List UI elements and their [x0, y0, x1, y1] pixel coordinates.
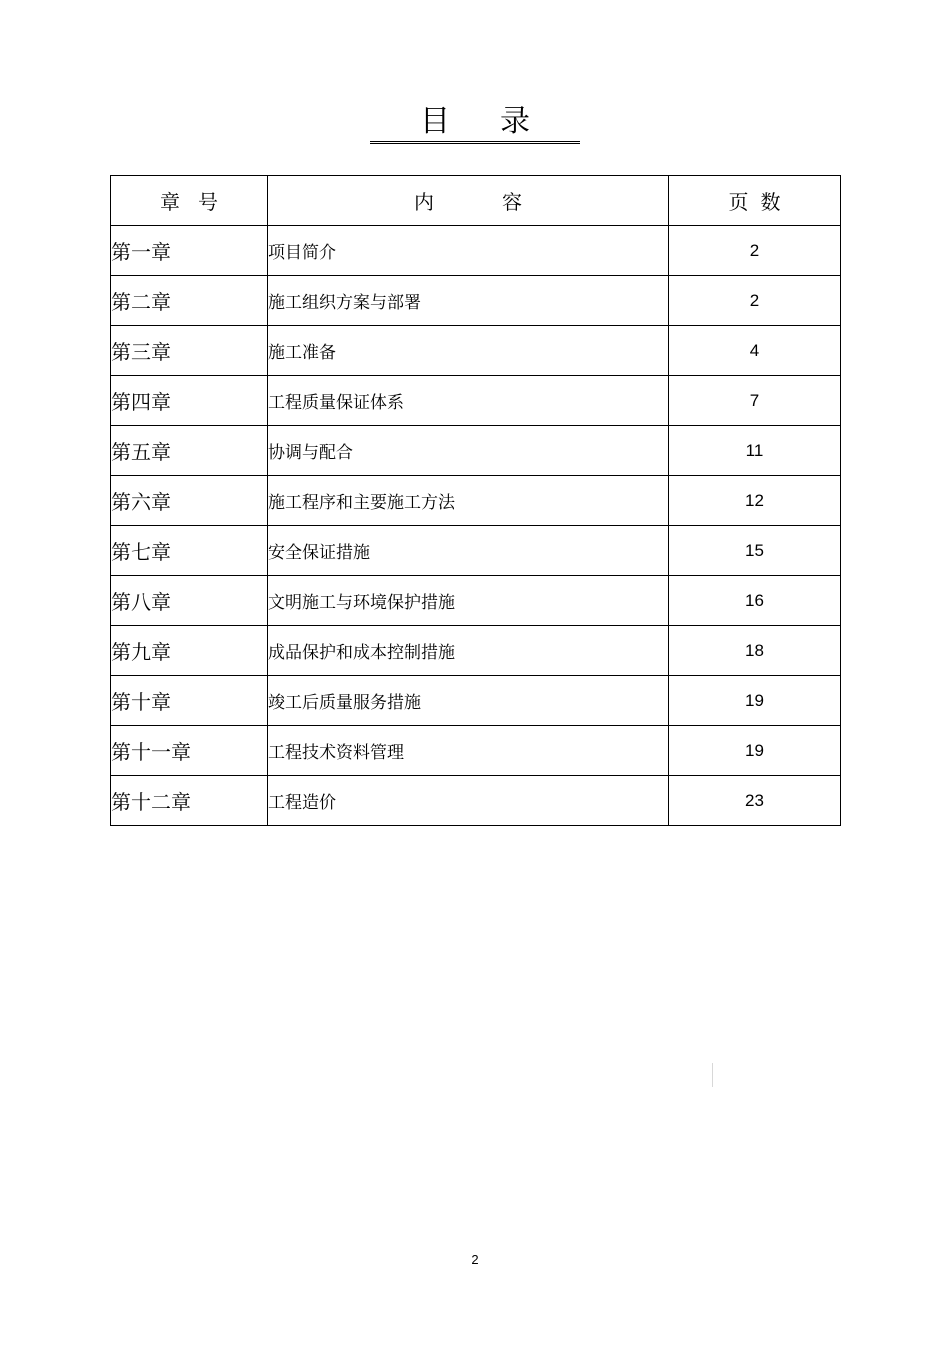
- chapter-cell: 第八章: [111, 576, 268, 626]
- content-cell: 施工准备: [268, 326, 669, 376]
- page-cell: 16: [669, 576, 841, 626]
- content-cell: 工程质量保证体系: [268, 376, 669, 426]
- content-cell: 项目简介: [268, 226, 669, 276]
- chapter-cell: 第十章: [111, 676, 268, 726]
- content-cell: 协调与配合: [268, 426, 669, 476]
- header-chapter: [111, 176, 268, 226]
- table-row: [111, 226, 841, 276]
- header-page: [669, 176, 841, 226]
- header-chapter-label: 章号: [160, 190, 236, 214]
- content-cell: 成品保护和成本控制措施: [268, 626, 669, 676]
- content-cell: 施工组织方案与部署: [268, 276, 669, 326]
- content-cell: 工程技术资料管理: [268, 726, 669, 776]
- table-row: [111, 376, 841, 426]
- content-cell: 竣工后质量服务措施: [268, 676, 669, 726]
- table-of-contents: [110, 175, 841, 826]
- chapter-cell: 第三章: [111, 326, 268, 376]
- header-content: [268, 176, 669, 226]
- page-number: 2: [471, 1252, 479, 1267]
- page-cell: 7: [669, 376, 841, 426]
- table-row: [111, 526, 841, 576]
- content-cell: 文明施工与环境保护措施: [268, 576, 669, 626]
- page-cell: 15: [669, 526, 841, 576]
- content-cell: 工程造价: [268, 776, 669, 826]
- chapter-cell: 第十一章: [111, 726, 268, 776]
- chapter-cell: 第五章: [111, 426, 268, 476]
- table-row: [111, 676, 841, 726]
- page-cell: 12: [669, 476, 841, 526]
- table-row: [111, 776, 841, 826]
- content-cell: 施工程序和主要施工方法: [268, 476, 669, 526]
- page-cell: 4: [669, 326, 841, 376]
- table-row: [111, 326, 841, 376]
- table-row: [111, 426, 841, 476]
- header-content-label: 内容: [414, 190, 590, 214]
- chapter-cell: 第七章: [111, 526, 268, 576]
- scan-artifact-mark: [712, 1063, 713, 1087]
- title-text: 目录: [370, 104, 580, 144]
- chapter-cell: 第六章: [111, 476, 268, 526]
- chapter-cell: 第十二章: [111, 776, 268, 826]
- table-row: [111, 476, 841, 526]
- page-cell: 19: [669, 726, 841, 776]
- chapter-cell: 第四章: [111, 376, 268, 426]
- page-cell: 2: [669, 276, 841, 326]
- table-row: [111, 576, 841, 626]
- table-row: [111, 276, 841, 326]
- table-row: [111, 626, 841, 676]
- page-cell: 18: [669, 626, 841, 676]
- chapter-cell: 第一章: [111, 226, 268, 276]
- page-cell: 11: [669, 426, 841, 476]
- header-page-label: 页数: [728, 190, 793, 214]
- chapter-cell: 第二章: [111, 276, 268, 326]
- table-row: [111, 726, 841, 776]
- table-header-row: [111, 176, 841, 226]
- page-cell: 23: [669, 776, 841, 826]
- page-cell: 2: [669, 226, 841, 276]
- page-cell: 19: [669, 676, 841, 726]
- chapter-cell: 第九章: [111, 626, 268, 676]
- page-title: [0, 104, 950, 144]
- content-cell: 安全保证措施: [268, 526, 669, 576]
